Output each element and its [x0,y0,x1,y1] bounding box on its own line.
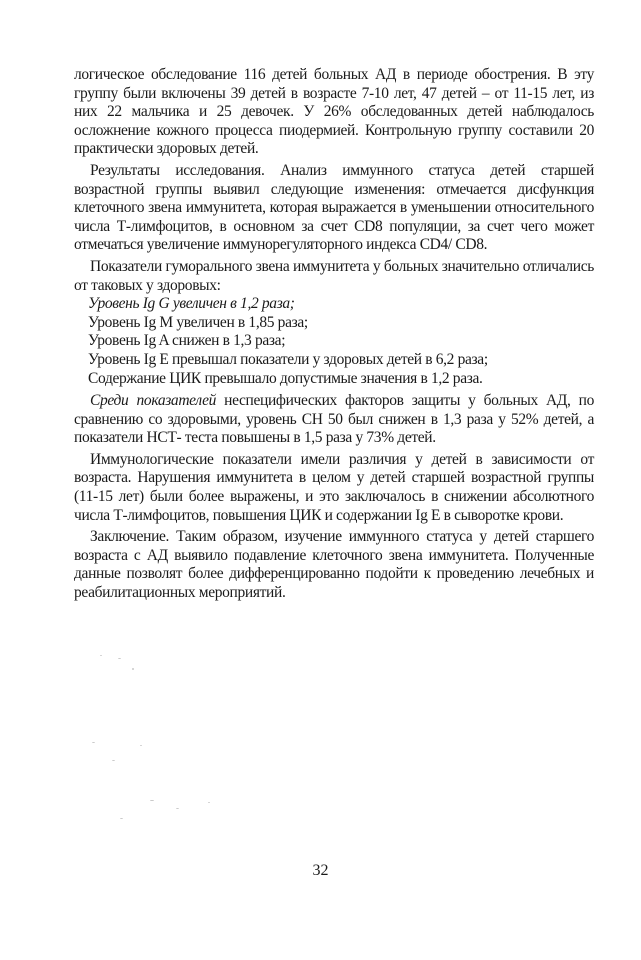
list-item-ige: Уровень Ig E превышал показатели у здоровых детей в 6,2 раза; [88,350,488,368]
list-item-igm: Уровень Ig M увеличен в 1,85 раза; [88,313,308,331]
paragraph-nonspecific [74,392,594,448]
body-text [74,66,594,607]
paragraph-nonspecific-lead: Среди показателей [90,392,217,410]
paragraph-age-differences: Иммунологические показатели имели различия у детей в зависимости от возраста. Нарушения иммунитета в целом у детей старшей возрастной группы (11-15 лет) были более выражены, и это заключалось в снижении абсолютного числа Т-лимфоцитов, повышения ЦИК и содержании Ig E в сыворотке крови. [74,450,594,524]
list-item-cic: Содержание ЦИК превышало допустимые значения в 1,2 раза. [88,369,483,387]
list-item-igg: Уровень Ig G увеличен в 1,2 раза; [88,295,295,313]
paragraph-methods: логическое обследование 116 детей больных АД в периоде обострения. В эту группу были включены 39 детей в возрасте 7-10 лет, 47 детей – от 11-15 лет, из них 22 мальчика и 25 девочек. У 26% обследованных детей наблюдалось осложнение кожного процесса пиодермией. Контрольную группу составили 20 практически здоровых детей. [74,66,594,158]
page-number: 32 [312,862,329,879]
paragraph-conclusion: Заключение. Таким образом, изучение иммунного статуса у детей старшего возраста с АД выявило подавление клеточного звена иммунитета. Полученные данные позволят более дифференцированно подойти к проведению лечебных и реабилитационных мероприятий. [74,528,594,602]
list-item-iga: Уровень Ig A снижен в 1,3 раза; [88,332,286,350]
paragraph-humoral: Показатели гуморального звена иммунитета у больных значительно отличались от таковых у здоровых: [74,257,594,294]
paragraph-results: Результаты исследования. Анализ иммунного статуса детей старшей возрастной группы выявил следующие изменения: отмечается дисфункция клеточного звена иммунитета, которая выражается в уменьшении относительного числа Т-лимфоцитов, в основном за счет CD8 популяции, за счет чего может отмечаться увеличение иммунорегуляторного индекса CD4/ CD8. [74,161,594,254]
humoral-indicators-list [74,295,594,388]
paragraph-nonspecific-rest: неспецифических факторов защиты у больных АД, по сравнению со здоровыми, уровень СН 50 был снижен в 1,3 раза у 52% детей, а показатели НСТ- теста повышены в 1,5 раза у 73% детей. [74,392,594,447]
